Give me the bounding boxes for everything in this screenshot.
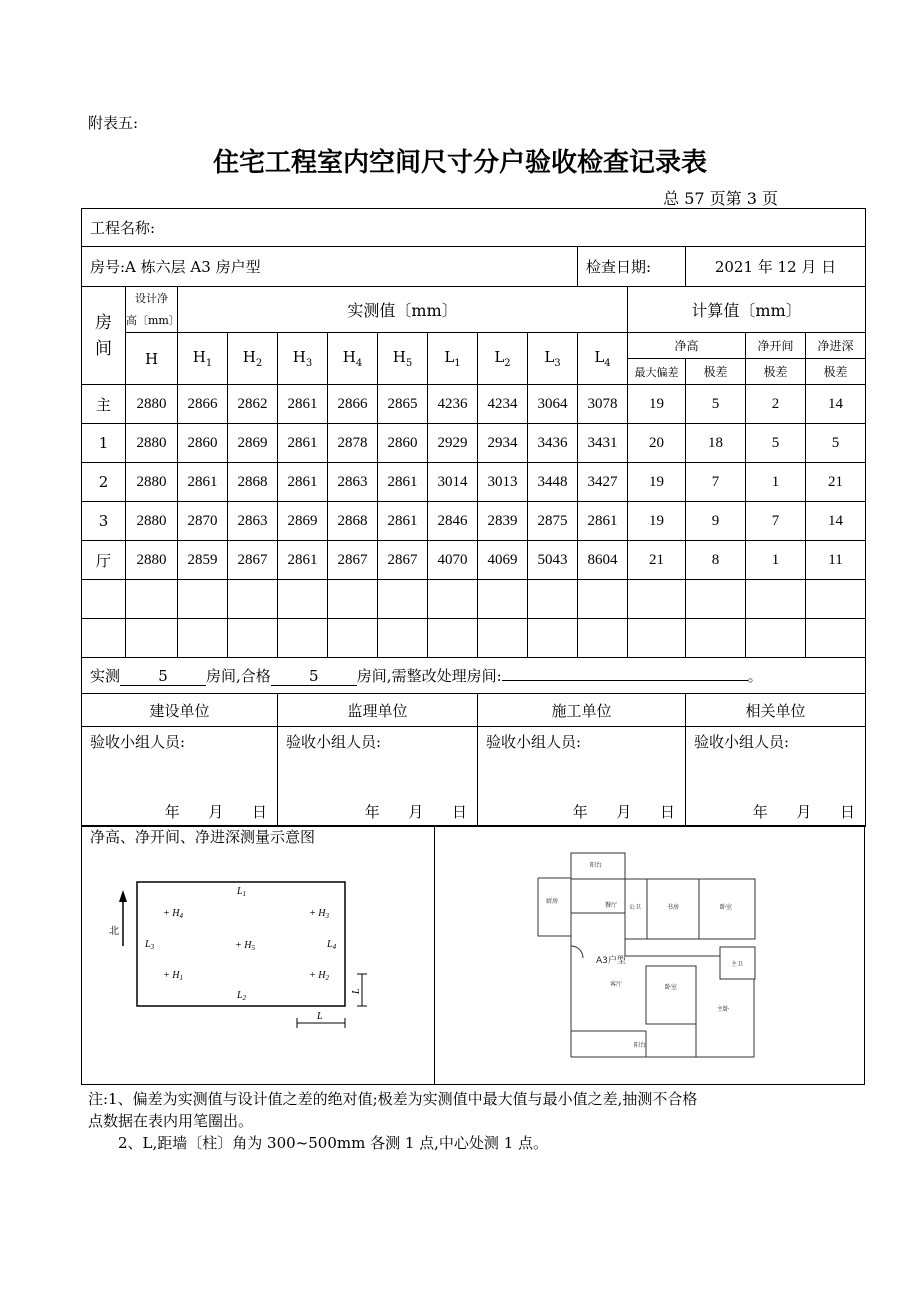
svg-text:+ H1: + $H_1$ bbox=[163, 970, 183, 982]
cell-max-dev: 21 bbox=[628, 541, 686, 580]
cell-H2: 2868 bbox=[228, 463, 278, 502]
room-dining: 餐厅 bbox=[605, 902, 618, 909]
cell-L3: 3064 bbox=[528, 385, 578, 424]
cell-L4: 3427 bbox=[578, 463, 628, 502]
room-balcony-top: 阳台 bbox=[590, 862, 603, 869]
measurement-schematic bbox=[97, 866, 387, 1046]
page-info: 总 57 页第 3 页 bbox=[663, 189, 778, 208]
diagram-caption: 净高、净开间、净进深测量示意图 bbox=[90, 828, 316, 846]
room-master-wc: 主卫 bbox=[731, 961, 744, 968]
empty-row bbox=[82, 619, 866, 658]
cell-range-depth: 5 bbox=[806, 424, 866, 463]
cell-L2: 4234 bbox=[478, 385, 528, 424]
group-net-height: 净高 bbox=[628, 333, 746, 359]
measured-header: 实测值〔mm〕 bbox=[178, 287, 628, 333]
col-L1: $L_1$ bbox=[428, 333, 478, 385]
supervisor-sign-cell: 验收小组人员: 年 月 日 bbox=[278, 727, 478, 827]
cell-H: 2880 bbox=[126, 385, 178, 424]
measured-count: 5 bbox=[120, 667, 206, 686]
svg-text:+ H5: + $H_5$ bbox=[235, 940, 255, 952]
cell-range-depth: 21 bbox=[806, 463, 866, 502]
cell-L1: 2929 bbox=[428, 424, 478, 463]
cell-H1: 2870 bbox=[178, 502, 228, 541]
cell-H5: 2865 bbox=[378, 385, 428, 424]
cell-L1: 4236 bbox=[428, 385, 478, 424]
cell-range-span: 2 bbox=[746, 385, 806, 424]
cell-H3: 2861 bbox=[278, 541, 328, 580]
note-line-2: 点数据在表内用笔圈出。 bbox=[88, 1112, 254, 1130]
group-net-span: 净开间 bbox=[746, 333, 806, 359]
note-line-1: 注:1、偏差为实测值与设计值之差的绝对值;极差为实测值中最大值与最小值之差,抽测不合格 bbox=[88, 1090, 698, 1108]
cell-H4: 2866 bbox=[328, 385, 378, 424]
appendix-label: 附表五: bbox=[88, 114, 139, 132]
check-date-value: 2021 年 12 月 日 bbox=[686, 247, 866, 287]
cell-H1: 2860 bbox=[178, 424, 228, 463]
svg-text:L: L bbox=[351, 988, 362, 994]
table-row bbox=[82, 541, 866, 580]
cell-L3: 3448 bbox=[528, 463, 578, 502]
table-row bbox=[82, 385, 866, 424]
cell-range-depth: 11 bbox=[806, 541, 866, 580]
row-room: 1 bbox=[82, 424, 126, 463]
svg-text:+ H2: + $H_2$ bbox=[309, 970, 329, 982]
rectify-rooms-field bbox=[502, 680, 748, 681]
related-sign-cell: 验收小组人员: 年 月 日 bbox=[686, 727, 866, 827]
cell-range-span: 1 bbox=[746, 463, 806, 502]
col-L4: $L_4$ bbox=[578, 333, 628, 385]
svg-text:+ H4: + $H_4$ bbox=[163, 908, 183, 920]
svg-text:L2: $L_2$ bbox=[237, 990, 247, 1002]
notes bbox=[88, 1088, 848, 1154]
cell-L1: 4070 bbox=[428, 541, 478, 580]
cell-max-dev: 19 bbox=[628, 463, 686, 502]
cell-L2: 2839 bbox=[478, 502, 528, 541]
unit-owner: 建设单位 bbox=[82, 694, 278, 727]
svg-text:L4: $L_4$ bbox=[327, 939, 337, 951]
room-public-wc: 公卫 bbox=[629, 904, 642, 911]
col-L2: $L_2$ bbox=[478, 333, 528, 385]
cell-H3: 2861 bbox=[278, 424, 328, 463]
cell-range-span: 5 bbox=[746, 424, 806, 463]
room-header: 房间 bbox=[82, 287, 126, 385]
cell-H4: 2863 bbox=[328, 463, 378, 502]
cell-H2: 2869 bbox=[228, 424, 278, 463]
unit-type-label: A3户型 bbox=[596, 956, 626, 966]
room-master-bed: 主卧 bbox=[717, 1006, 730, 1013]
design-height-header: 设计净 高〔mm〕 bbox=[126, 287, 178, 333]
divider bbox=[434, 826, 435, 1085]
unit-contractor: 施工单位 bbox=[478, 694, 686, 727]
cell-L1: 2846 bbox=[428, 502, 478, 541]
unit-supervisor: 监理单位 bbox=[278, 694, 478, 727]
cell-H: 2880 bbox=[126, 541, 178, 580]
cell-L3: 2875 bbox=[528, 502, 578, 541]
note-line-3: 2、L,距墙〔柱〕角为 300~500mm 各测 1 点,中心处测 1 点。 bbox=[118, 1134, 549, 1152]
cell-range-height: 9 bbox=[686, 502, 746, 541]
project-name-label: 工程名称: bbox=[82, 209, 866, 247]
col-H1: $H_1$ bbox=[178, 333, 228, 385]
col-H3: $H_3$ bbox=[278, 333, 328, 385]
room-study: 书房 bbox=[667, 904, 680, 911]
cell-max-dev: 19 bbox=[628, 502, 686, 541]
cell-L3: 5043 bbox=[528, 541, 578, 580]
diagram-section bbox=[81, 825, 865, 1085]
col-H: H bbox=[126, 333, 178, 385]
room-number-label: 房号:A 栋六层 A3 房户型 bbox=[82, 247, 578, 287]
table-row bbox=[82, 463, 866, 502]
cell-L4: 8604 bbox=[578, 541, 628, 580]
sub-range: 极差 bbox=[686, 359, 746, 385]
cell-L4: 3078 bbox=[578, 385, 628, 424]
row-room: 厅 bbox=[82, 541, 126, 580]
group-net-depth: 净进深 bbox=[806, 333, 866, 359]
owner-sign-cell: 验收小组人员: 年 月 日 bbox=[82, 727, 278, 827]
cell-H5: 2861 bbox=[378, 463, 428, 502]
room-living: 客厅 bbox=[610, 981, 623, 988]
cell-H4: 2868 bbox=[328, 502, 378, 541]
cell-H5: 2860 bbox=[378, 424, 428, 463]
cell-H: 2880 bbox=[126, 424, 178, 463]
cell-H3: 2869 bbox=[278, 502, 328, 541]
col-H5: $H_5$ bbox=[378, 333, 428, 385]
svg-text:L1: $L_1$ bbox=[237, 886, 247, 898]
col-H4: $H_4$ bbox=[328, 333, 378, 385]
check-date-label: 检查日期: bbox=[578, 247, 686, 287]
cell-H4: 2867 bbox=[328, 541, 378, 580]
cell-L3: 3436 bbox=[528, 424, 578, 463]
cell-range-span: 1 bbox=[746, 541, 806, 580]
contractor-sign-cell: 验收小组人员: 年 月 日 bbox=[478, 727, 686, 827]
cell-H1: 2859 bbox=[178, 541, 228, 580]
calc-header: 计算值〔mm〕 bbox=[628, 287, 866, 333]
cell-L2: 4069 bbox=[478, 541, 528, 580]
cell-L4: 2861 bbox=[578, 502, 628, 541]
floor-plan bbox=[534, 851, 764, 1061]
sub-max-deviation: 最大偏差 bbox=[628, 359, 686, 385]
cell-L2: 3013 bbox=[478, 463, 528, 502]
cell-range-depth: 14 bbox=[806, 502, 866, 541]
cell-max-dev: 20 bbox=[628, 424, 686, 463]
unit-related: 相关单位 bbox=[686, 694, 866, 727]
north-label: 北 bbox=[109, 926, 119, 937]
cell-H5: 2867 bbox=[378, 541, 428, 580]
room-kitchen: 厨房 bbox=[546, 898, 559, 905]
room-bedroom-mid: 卧室 bbox=[665, 984, 678, 991]
cell-H: 2880 bbox=[126, 463, 178, 502]
inspection-table bbox=[81, 208, 866, 827]
passed-count: 5 bbox=[271, 667, 357, 686]
cell-H1: 2866 bbox=[178, 385, 228, 424]
col-H2: $H_2$ bbox=[228, 333, 278, 385]
room-bedroom-tr: 卧室 bbox=[720, 904, 733, 911]
cell-range-height: 5 bbox=[686, 385, 746, 424]
cell-H2: 2867 bbox=[228, 541, 278, 580]
sub-range: 极差 bbox=[746, 359, 806, 385]
cell-H2: 2863 bbox=[228, 502, 278, 541]
cell-range-span: 7 bbox=[746, 502, 806, 541]
cell-L1: 3014 bbox=[428, 463, 478, 502]
summary-line: 实测 5 房间,合格 5 房间,需整改处理房间: 。 bbox=[82, 658, 866, 694]
cell-H2: 2862 bbox=[228, 385, 278, 424]
table-row bbox=[82, 502, 866, 541]
svg-text:L: L bbox=[317, 1011, 323, 1022]
cell-H: 2880 bbox=[126, 502, 178, 541]
row-room: 2 bbox=[82, 463, 126, 502]
cell-range-height: 8 bbox=[686, 541, 746, 580]
room-balcony-bottom: 阳台 bbox=[634, 1042, 647, 1049]
cell-L2: 2934 bbox=[478, 424, 528, 463]
sub-range: 极差 bbox=[806, 359, 866, 385]
cell-range-height: 18 bbox=[686, 424, 746, 463]
cell-H5: 2861 bbox=[378, 502, 428, 541]
cell-max-dev: 19 bbox=[628, 385, 686, 424]
cell-H1: 2861 bbox=[178, 463, 228, 502]
col-L3: $L_3$ bbox=[528, 333, 578, 385]
row-room: 主 bbox=[82, 385, 126, 424]
page-title: 住宅工程室内空间尺寸分户验收检查记录表 bbox=[212, 148, 707, 178]
cell-H3: 2861 bbox=[278, 463, 328, 502]
cell-range-depth: 14 bbox=[806, 385, 866, 424]
cell-range-height: 7 bbox=[686, 463, 746, 502]
empty-row bbox=[82, 580, 866, 619]
svg-text:+ H3: + $H_3$ bbox=[309, 908, 329, 920]
cell-H4: 2878 bbox=[328, 424, 378, 463]
row-room: 3 bbox=[82, 502, 126, 541]
cell-H3: 2861 bbox=[278, 385, 328, 424]
table-row bbox=[82, 424, 866, 463]
svg-text:L3: $L_3$ bbox=[145, 939, 155, 951]
cell-L4: 3431 bbox=[578, 424, 628, 463]
